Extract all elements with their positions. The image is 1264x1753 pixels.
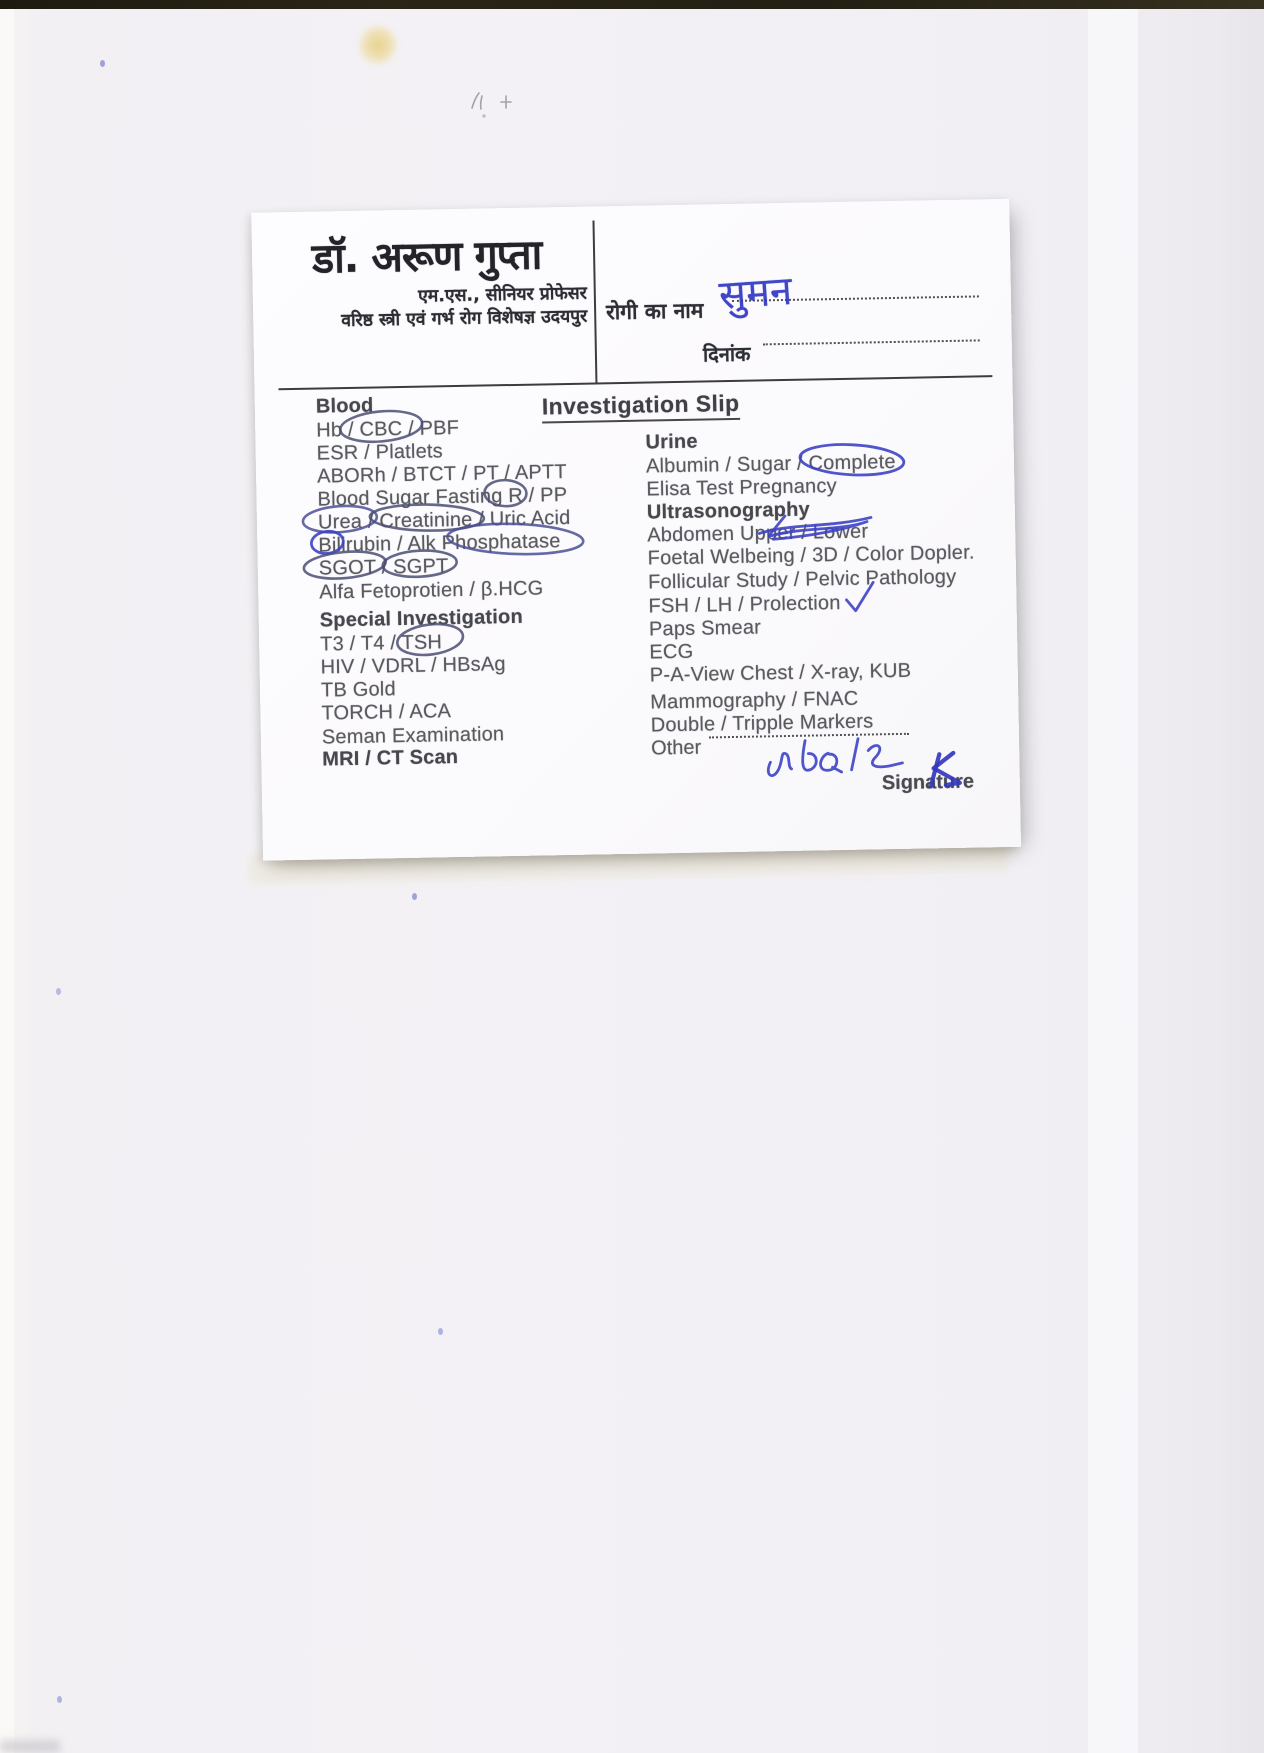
- test-line: Special Investigation: [319, 605, 524, 632]
- test-line: TORCH / ACA: [321, 700, 452, 725]
- test-line: Follicular Study / Pelvic Pathology: [647, 565, 957, 594]
- scan-edge-band-left: [0, 0, 14, 1753]
- patient-name-label: रोगी का नाम: [605, 298, 704, 325]
- test-line: Double / Tripple Markers: [650, 710, 874, 737]
- doctor-name: डॉ. अरूण गुप्ता: [311, 230, 542, 283]
- test-line: ESR / Platlets: [316, 440, 444, 465]
- test-line: SGOT / SGPT: [318, 555, 449, 580]
- test-line: Albumin / Sugar / Complete: [645, 450, 896, 478]
- ink-speck: [57, 1696, 62, 1703]
- doctor-credentials: एम.एस., सीनियर प्रोफेसर: [417, 283, 587, 307]
- test-line: Hb / CBC / PBF: [316, 416, 460, 442]
- other-label: Other: [650, 736, 702, 760]
- test-line: FSH / LH / Prolection: [648, 592, 841, 618]
- test-line: Blood Sugar Fasting R / PP: [317, 483, 568, 511]
- test-line: T3 / T4 / TSH: [319, 631, 443, 656]
- scan-edge-band-right: [1088, 0, 1138, 1753]
- test-line: Blood: [315, 394, 374, 418]
- signature-label: Signature: [881, 770, 975, 795]
- ink-speck: [438, 1328, 443, 1335]
- pencil-marks: [468, 88, 528, 122]
- test-line: Ultrasonography: [646, 498, 811, 524]
- test-line: Seman Examination: [321, 723, 505, 749]
- patient-name-handwritten: सुमन: [717, 267, 794, 320]
- test-line: Urine: [645, 430, 698, 454]
- handwriting-other-value: [768, 738, 903, 776]
- date-dotted-line: [763, 339, 980, 345]
- test-line: Abdomen Upper / Lower: [647, 520, 869, 547]
- page-title: Investigation Slip: [542, 390, 740, 424]
- header-rule: [278, 375, 992, 390]
- test-line: Foetal Welbeing / 3D / Color Dopler.: [647, 541, 975, 570]
- scan-bottom-smudge: [0, 1740, 60, 1753]
- test-line: Urea / Creatinine / Uric Acid: [317, 506, 571, 534]
- investigation-slip-card: [251, 199, 1021, 861]
- ink-speck: [100, 60, 105, 67]
- test-line: Mammography / FNAC: [650, 687, 859, 714]
- test-line: ECG: [649, 640, 694, 664]
- test-line: Elisa Test Pregnancy: [646, 475, 837, 501]
- test-line: P-A-View Chest / X-ray, KUB: [649, 659, 912, 687]
- test-line: HIV / VDRL / HBsAg: [320, 653, 506, 679]
- test-line: Bilirubin / Alk Phosphatase: [318, 530, 561, 557]
- test-line: TB Gold: [320, 678, 396, 702]
- test-line: Alfa Fetoprotien / β.HCG: [319, 577, 544, 604]
- test-line: MRI / CT Scan: [322, 746, 459, 771]
- ink-speck: [412, 893, 417, 900]
- doctor-specialty: वरिष्ठ स्त्री एवं गर्भ रोग विशेषज्ञ उदयपुर: [341, 306, 588, 332]
- test-line: Paps Smear: [648, 616, 762, 641]
- scanner-dark-edge: [0, 0, 1264, 9]
- date-label: दिनांक: [702, 341, 751, 367]
- ink-speck: [56, 988, 61, 995]
- test-line: ABORh / BTCT / PT / APTT: [316, 461, 567, 488]
- yellow-stain: [342, 8, 414, 82]
